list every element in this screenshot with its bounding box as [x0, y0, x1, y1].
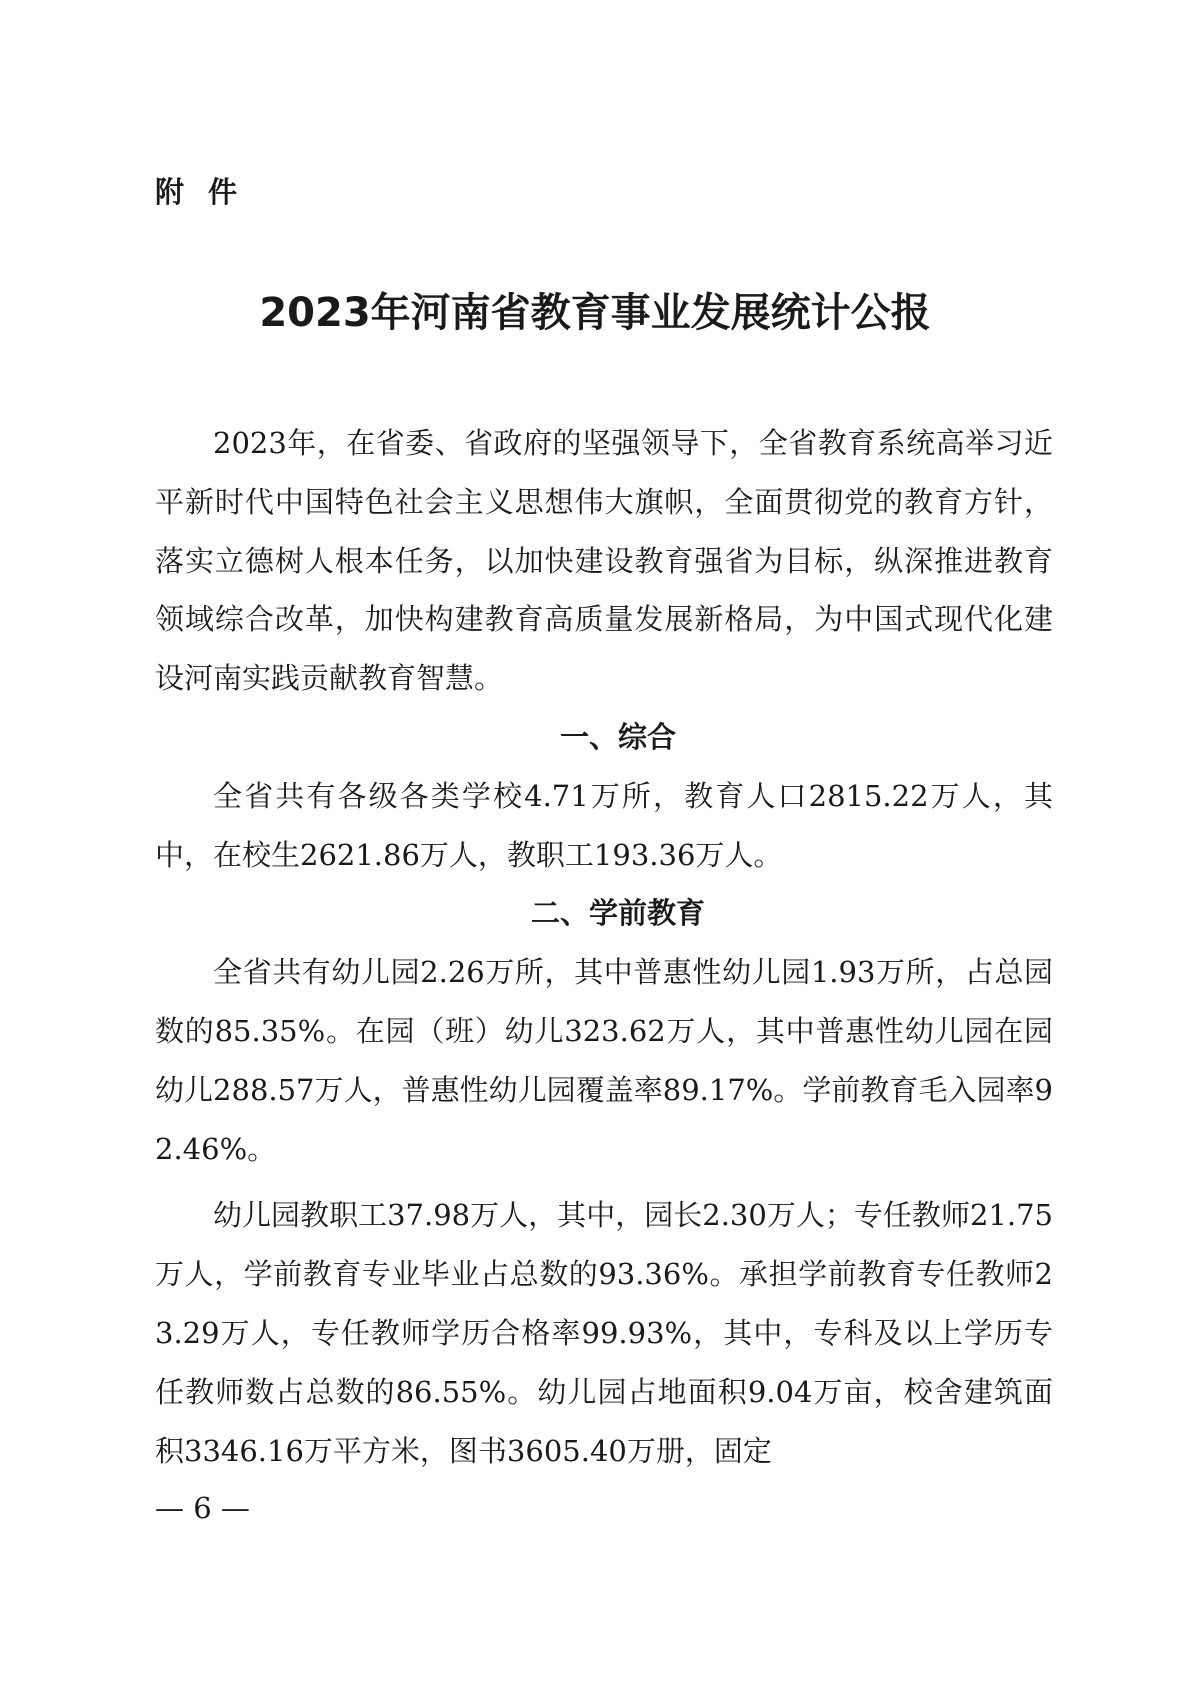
section-heading-preschool: 二、学前教育: [530, 896, 705, 931]
document-body: [155, 414, 1053, 1480]
section-heading-general: 一、综合: [559, 719, 676, 754]
page-number: — 6 —: [155, 1491, 250, 1525]
preschool-paragraph-1: 全省共有幼儿园2.26万所，其中普惠性幼儿园1.93万所，占总园数的85.35%。在园（班）幼儿323.62万人，其中普惠性幼儿园在园幼儿288.57万人，普惠性幼儿园覆盖率89.17%。学前教育毛入园率92.46%。: [155, 955, 1053, 1166]
preschool-paragraph-2: 幼儿园教职工37.98万人，其中，园长2.30万人；专任教师21.75万人，学前教育专业毕业占总数的93.36%。承担学前教育专任教师23.29万人，专任教师学历合格率99.93%，其中，专科及以上学历专任教师数占总数的86.55%。幼儿园占地面积9.04万亩，校舍建筑面积3346.16万平方米，图书3605.40万册，固定: [155, 1198, 1053, 1468]
general-paragraph: 全省共有各级各类学校4.71万所，教育人口2815.22万人，其中，在校生2621.86万人，教职工193.36万人。: [155, 778, 1053, 872]
attachment-label: 附件: [155, 175, 262, 209]
document-title: 2023年河南省教育事业发展统计公报: [259, 290, 931, 336]
intro-paragraph: 2023年，在省委、省政府的坚强领导下，全省教育系统高举习近平新时代中国特色社会主义思想伟大旗帜，全面贯彻党的教育方针，落实立德树人根本任务，以加快建设教育强省为目标，纵深推进教育领域综合改革，加快构建教育高质量发展新格局，为中国式现代化建设河南实践贡献教育智慧。: [155, 426, 1053, 696]
